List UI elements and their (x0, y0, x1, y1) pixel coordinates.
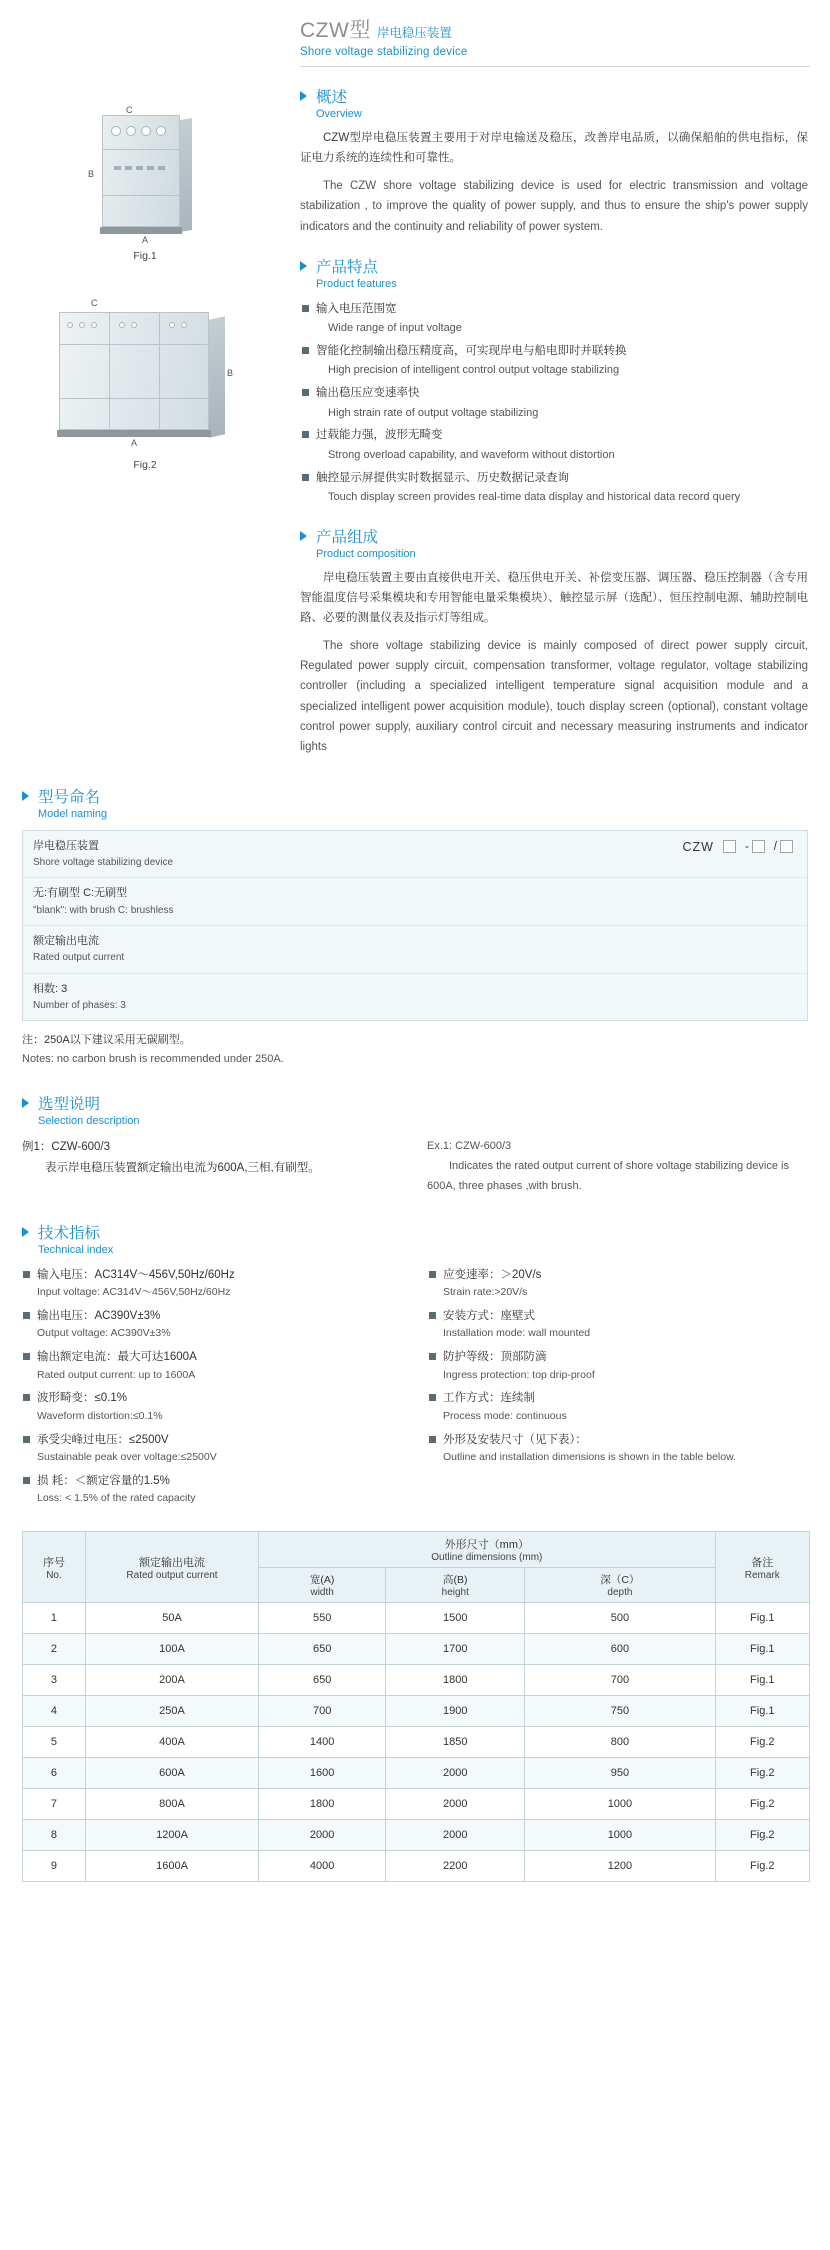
th-width-en: width (310, 1587, 334, 1598)
technical-heading-cn: 技术指标 (38, 1224, 101, 1242)
composition-heading-cn: 产品组成 (316, 528, 379, 546)
text-column (300, 85, 830, 757)
model-row-en: Shore voltage stabilizing device (33, 856, 174, 868)
cell-no: 2 (23, 1634, 86, 1665)
technical-item-en: Sustainable peak over voltage:≤2500V (37, 1451, 217, 1464)
figure-1-label-a: A (142, 235, 149, 245)
cell-remark: Fig.1 (715, 1603, 809, 1634)
cell-height: 1700 (386, 1634, 525, 1665)
technical-item (22, 1266, 402, 1301)
cell-remark: Fig.2 (715, 1758, 809, 1789)
cell-height: 1850 (386, 1727, 525, 1758)
dimensions-table-wrapper (22, 1531, 810, 1882)
feature-item (300, 469, 808, 507)
selection-heading-en: Selection description (38, 1115, 140, 1128)
technical-grid (22, 1266, 808, 1513)
th-outline (259, 1532, 715, 1568)
selection-body (22, 1137, 808, 1196)
technical-item-cn: 承受尖峰过电压：≤2500V (22, 1431, 402, 1449)
model-row-cn: 岸电稳压装置 (33, 839, 99, 852)
cell-width: 1400 (259, 1727, 386, 1758)
model-row (23, 974, 807, 1021)
feature-label-en: Strong overload capability, and waveform without distortion (328, 448, 615, 461)
cell-depth: 500 (525, 1603, 715, 1634)
technical-item-cn: 外形及安装尺寸（见下表）： (428, 1431, 808, 1449)
technical-item (22, 1348, 402, 1383)
feature-label-cn: 过载能力强，波形无畸变 (300, 426, 808, 446)
technical-item-cn: 防护等级：顶部防滴 (428, 1348, 808, 1366)
technical-column-left (22, 1266, 402, 1513)
technical-item-cn: 损 耗：＜额定容量的1.5% (22, 1472, 402, 1490)
cell-depth: 1000 (525, 1820, 715, 1851)
cell-no: 9 (23, 1851, 86, 1882)
technical-item-cn: 输出电压：AC390V±3% (22, 1307, 402, 1325)
selection-desc-en: Indicates the rated output current of shore voltage stabilizing device is 600A, three phases ,with brush. (427, 1160, 789, 1193)
cell-width: 1600 (259, 1758, 386, 1789)
selection-example-en: Ex.1: CZW-600/3 (427, 1140, 512, 1153)
cell-remark: Fig.1 (715, 1696, 809, 1727)
technical-item (428, 1348, 808, 1383)
technical-item-en: Input voltage: AC314V～456V,50Hz/60Hz (37, 1286, 231, 1299)
technical-item (22, 1431, 402, 1466)
th-height (386, 1568, 525, 1603)
technical-item-en: Strain rate:>20V/s (443, 1286, 528, 1299)
th-remark (715, 1532, 809, 1603)
cell-depth: 1200 (525, 1851, 715, 1882)
cell-current: 800A (85, 1789, 258, 1820)
composition-heading (300, 525, 808, 560)
cell-width: 4000 (259, 1851, 386, 1882)
section-composition (300, 525, 808, 757)
cell-width: 1800 (259, 1789, 386, 1820)
technical-column-right (428, 1266, 808, 1513)
selection-column-cn (22, 1137, 403, 1196)
model-row-cn: 无:有刷型 C:无刷型 (33, 887, 128, 900)
model-code-box-2 (752, 840, 765, 853)
model-note-en: Notes: no carbon brush is recommended under 250A. (22, 1052, 284, 1065)
feature-item (300, 300, 808, 338)
cell-current: 250A (85, 1696, 258, 1727)
table-row (23, 1789, 810, 1820)
cell-remark: Fig.1 (715, 1634, 809, 1665)
feature-label-cn: 触控显示屏提供实时数据显示、历史数据记录查询 (300, 469, 808, 489)
table-row (23, 1634, 810, 1665)
th-current-cn: 额定输出电流 (139, 1556, 206, 1569)
th-current-en: Rated output current (126, 1569, 218, 1581)
model-code-box-3 (780, 840, 793, 853)
cell-current: 200A (85, 1665, 258, 1696)
cell-remark: Fig.2 (715, 1820, 809, 1851)
th-no-cn: 序号 (42, 1556, 65, 1569)
cell-current: 1600A (85, 1851, 258, 1882)
th-width (259, 1568, 386, 1603)
features-heading-cn: 产品特点 (316, 258, 379, 276)
technical-item-en: Waveform distortion:≤0.1% (37, 1409, 163, 1422)
title-en: Shore voltage stabilizing device (300, 46, 468, 58)
cell-width: 650 (259, 1634, 386, 1665)
table-row (23, 1665, 810, 1696)
cell-height: 1500 (386, 1603, 525, 1634)
model-naming-heading-cn: 型号命名 (38, 788, 101, 806)
technical-item-cn: 波形畸变：≤0.1% (22, 1389, 402, 1407)
figure-2 (0, 288, 290, 471)
features-heading-en: Product features (316, 277, 397, 290)
th-depth-cn: 深（C） (600, 1574, 640, 1586)
technical-item (428, 1431, 808, 1466)
technical-item-cn: 应变速率：＞20V/s (428, 1266, 808, 1284)
cell-depth: 600 (525, 1634, 715, 1665)
technical-item (22, 1389, 402, 1424)
model-naming-heading-en: Model naming (38, 807, 108, 820)
cabinet-illustration-2 (45, 298, 245, 448)
model-code-dash: - (744, 840, 749, 853)
th-remark-en: Remark (744, 1569, 780, 1581)
feature-item (300, 426, 808, 464)
figure-1-label-b: B (88, 169, 95, 179)
cell-width: 550 (259, 1603, 386, 1634)
th-width-cn: 宽(A) (309, 1574, 335, 1586)
feature-label-cn: 智能化控制输出稳压精度高，可实现岸电与船电即时并联转换 (300, 342, 808, 362)
page-header (0, 0, 830, 67)
cell-no: 3 (23, 1665, 86, 1696)
selection-column-en (427, 1137, 808, 1196)
feature-label-en: High strain rate of output voltage stabilizing (328, 406, 539, 419)
th-current (85, 1532, 258, 1603)
composition-paragraph-en: The shore voltage stabilizing device is mainly composed of direct power supply circuit, Regulated power supply circuit, compensation transformer, voltage regulator, voltage stabilizing controller (including a specialized intelligent temperature signal acquisition module and a specialized intelligent power acquisition module), touch display screen (optional), constant voltage control power supply, auxiliary control circuit and necessary measuring instruments and indicator lights (300, 640, 808, 753)
cell-no: 5 (23, 1727, 86, 1758)
overview-paragraph-en: The CZW shore voltage stabilizing device is used for electric transmission and voltage stabilization , to improve the quality of power supply, and thus to ensure the ship's power supply indicators and the continuity and reliability of power system. (300, 180, 808, 233)
cell-height: 2000 (386, 1820, 525, 1851)
figure-1 (0, 99, 290, 262)
composition-heading-en: Product composition (316, 547, 416, 560)
cell-height: 2000 (386, 1789, 525, 1820)
figure-1-image (86, 99, 204, 245)
section-overview (300, 85, 808, 237)
model-naming-heading (22, 785, 808, 820)
model-row-en: Number of phases: 3 (33, 999, 126, 1011)
figure-2-label-b: B (227, 368, 234, 378)
cell-current: 50A (85, 1603, 258, 1634)
cell-no: 4 (23, 1696, 86, 1727)
technical-item (428, 1389, 808, 1424)
table-row (23, 1696, 810, 1727)
technical-item-cn: 输出额定电流：最大可达1600A (22, 1348, 402, 1366)
technical-heading (22, 1221, 808, 1256)
model-row-cn: 额定输出电流 (33, 935, 99, 948)
technical-item (22, 1307, 402, 1342)
feature-label-cn: 输出稳压应变速率快 (300, 384, 808, 404)
model-row (23, 831, 807, 879)
feature-item (300, 384, 808, 422)
cell-depth: 950 (525, 1758, 715, 1789)
model-row-cn: 相数: 3 (33, 982, 68, 995)
technical-item-en: Rated output current: up to 1600A (37, 1368, 196, 1381)
figure-1-label-c: C (126, 105, 133, 115)
cell-width: 650 (259, 1665, 386, 1696)
overview-paragraph-cn: CZW型岸电稳压装置主要用于对岸电输送及稳压，改善岸电品质，以确保船舶的供电指标，保证电力系统的连续性和可靠性。 (300, 132, 808, 165)
th-height-en: height (441, 1587, 469, 1598)
cell-width: 2000 (259, 1820, 386, 1851)
overview-heading (300, 85, 808, 120)
figure-2-label-c: C (91, 298, 98, 308)
page-title (300, 14, 810, 58)
model-note-cn: 注：250A以下建议采用无碳刷型。 (22, 1034, 191, 1047)
table-head (23, 1532, 810, 1603)
model-code-prefix: CZW (682, 839, 714, 854)
feature-item (300, 342, 808, 380)
model-row-en: Rated output current (33, 952, 125, 964)
figure-2-label-a: A (131, 438, 138, 448)
cell-height: 2200 (386, 1851, 525, 1882)
model-code-slash: / (773, 840, 777, 853)
model-naming-box (22, 830, 808, 1021)
cell-current: 1200A (85, 1820, 258, 1851)
technical-item (22, 1472, 402, 1507)
figure-2-image (45, 288, 245, 448)
technical-item-cn: 工作方式：连续制 (428, 1389, 808, 1407)
table-row (23, 1820, 810, 1851)
model-row (23, 878, 807, 926)
model-row-en: "blank": with brush C: brushless (33, 904, 174, 916)
dimensions-table (22, 1531, 810, 1882)
model-code-row (682, 840, 793, 854)
cell-current: 600A (85, 1758, 258, 1789)
figure-2-caption: Fig.2 (133, 459, 157, 471)
technical-heading-en: Technical index (38, 1243, 114, 1256)
selection-heading-cn: 选型说明 (38, 1096, 101, 1114)
cell-height: 1800 (386, 1665, 525, 1696)
cell-depth: 800 (525, 1727, 715, 1758)
table-body (23, 1603, 810, 1882)
cabinet-illustration-1 (86, 105, 204, 245)
section-technical-index (22, 1221, 808, 1513)
title-cn-sub: 岸电稳压装置 (376, 26, 452, 40)
cell-no: 7 (23, 1789, 86, 1820)
content (0, 85, 830, 757)
technical-item-en: Loss: < 1.5% of the rated capacity (37, 1492, 196, 1505)
cell-remark: Fig.2 (715, 1727, 809, 1758)
features-list (300, 300, 808, 507)
table-header-row-1 (23, 1532, 810, 1568)
cell-no: 1 (23, 1603, 86, 1634)
cell-width: 700 (259, 1696, 386, 1727)
technical-item-en: Outline and installation dimensions is shown in the table below. (443, 1451, 737, 1464)
th-height-cn: 高(B) (443, 1574, 468, 1586)
th-depth-en: depth (607, 1587, 633, 1598)
th-outline-cn: 外形尺寸（mm） (444, 1539, 529, 1551)
cell-current: 100A (85, 1634, 258, 1665)
selection-example-cn: 例1：CZW-600/3 (22, 1141, 110, 1154)
cell-current: 400A (85, 1727, 258, 1758)
feature-label-en: High precision of intelligent control output voltage stabilizing (328, 364, 620, 377)
cell-no: 8 (23, 1820, 86, 1851)
figures-column (0, 85, 290, 471)
table-row (23, 1603, 810, 1634)
table-row (23, 1851, 810, 1882)
technical-item-en: Output voltage: AC390V±3% (37, 1327, 171, 1340)
overview-heading-en: Overview (316, 108, 362, 120)
section-selection (22, 1092, 808, 1196)
cell-height: 1900 (386, 1696, 525, 1727)
cell-height: 2000 (386, 1758, 525, 1789)
model-code-group-2 (745, 840, 765, 853)
composition-paragraph-cn: 岸电稳压装置主要由直接供电开关、稳压供电开关、补偿变压器、调压器、稳压控制器（含专用智能温度信号采集模块和专用智能电量采集模块）、触控显示屏（选配）、恒压控制电源、辅助控制电路、必要的测量仪表及指示灯等组成。 (300, 571, 808, 625)
section-model-naming (22, 785, 808, 1069)
cell-remark: Fig.1 (715, 1665, 809, 1696)
cell-no: 6 (23, 1758, 86, 1789)
model-code-box-1 (723, 840, 736, 853)
cell-remark: Fig.2 (715, 1789, 809, 1820)
technical-item-cn: 输入电压：AC314V～456V,50Hz/60Hz (22, 1266, 402, 1284)
technical-item-en: Ingress protection: top drip-proof (443, 1368, 595, 1381)
technical-item-en: Installation mode: wall mounted (443, 1327, 591, 1340)
technical-item-cn: 安装方式：座壁式 (428, 1307, 808, 1325)
th-depth (525, 1568, 715, 1603)
feature-label-cn: 输入电压范围宽 (300, 300, 808, 320)
model-row (23, 926, 807, 974)
technical-item (428, 1266, 808, 1301)
model-code-group-3 (774, 840, 793, 853)
title-cn: CZW型 (300, 19, 371, 42)
table-row (23, 1758, 810, 1789)
th-no-en: No. (46, 1569, 62, 1581)
model-note (22, 1031, 808, 1068)
selection-heading (22, 1092, 808, 1127)
cell-depth: 1000 (525, 1789, 715, 1820)
feature-label-en: Wide range of input voltage (328, 322, 462, 335)
section-features (300, 255, 808, 507)
features-heading (300, 255, 808, 290)
header-divider (300, 66, 810, 67)
feature-label-en: Touch display screen provides real-time data display and historical data record query (328, 491, 741, 504)
technical-item (428, 1307, 808, 1342)
th-outline-en: Outline dimensions (mm) (431, 1552, 543, 1563)
cell-depth: 700 (525, 1665, 715, 1696)
th-remark-cn: 备注 (751, 1556, 774, 1569)
th-no (23, 1532, 86, 1603)
cell-remark: Fig.2 (715, 1851, 809, 1882)
selection-desc-cn: 表示岸电稳压装置额定输出电流为600A,三相,有刷型。 (45, 1162, 320, 1175)
table-row (23, 1727, 810, 1758)
overview-heading-cn: 概述 (316, 89, 348, 106)
cell-depth: 750 (525, 1696, 715, 1727)
technical-item-en: Process mode: continuous (443, 1409, 567, 1422)
figure-1-caption: Fig.1 (133, 250, 157, 262)
